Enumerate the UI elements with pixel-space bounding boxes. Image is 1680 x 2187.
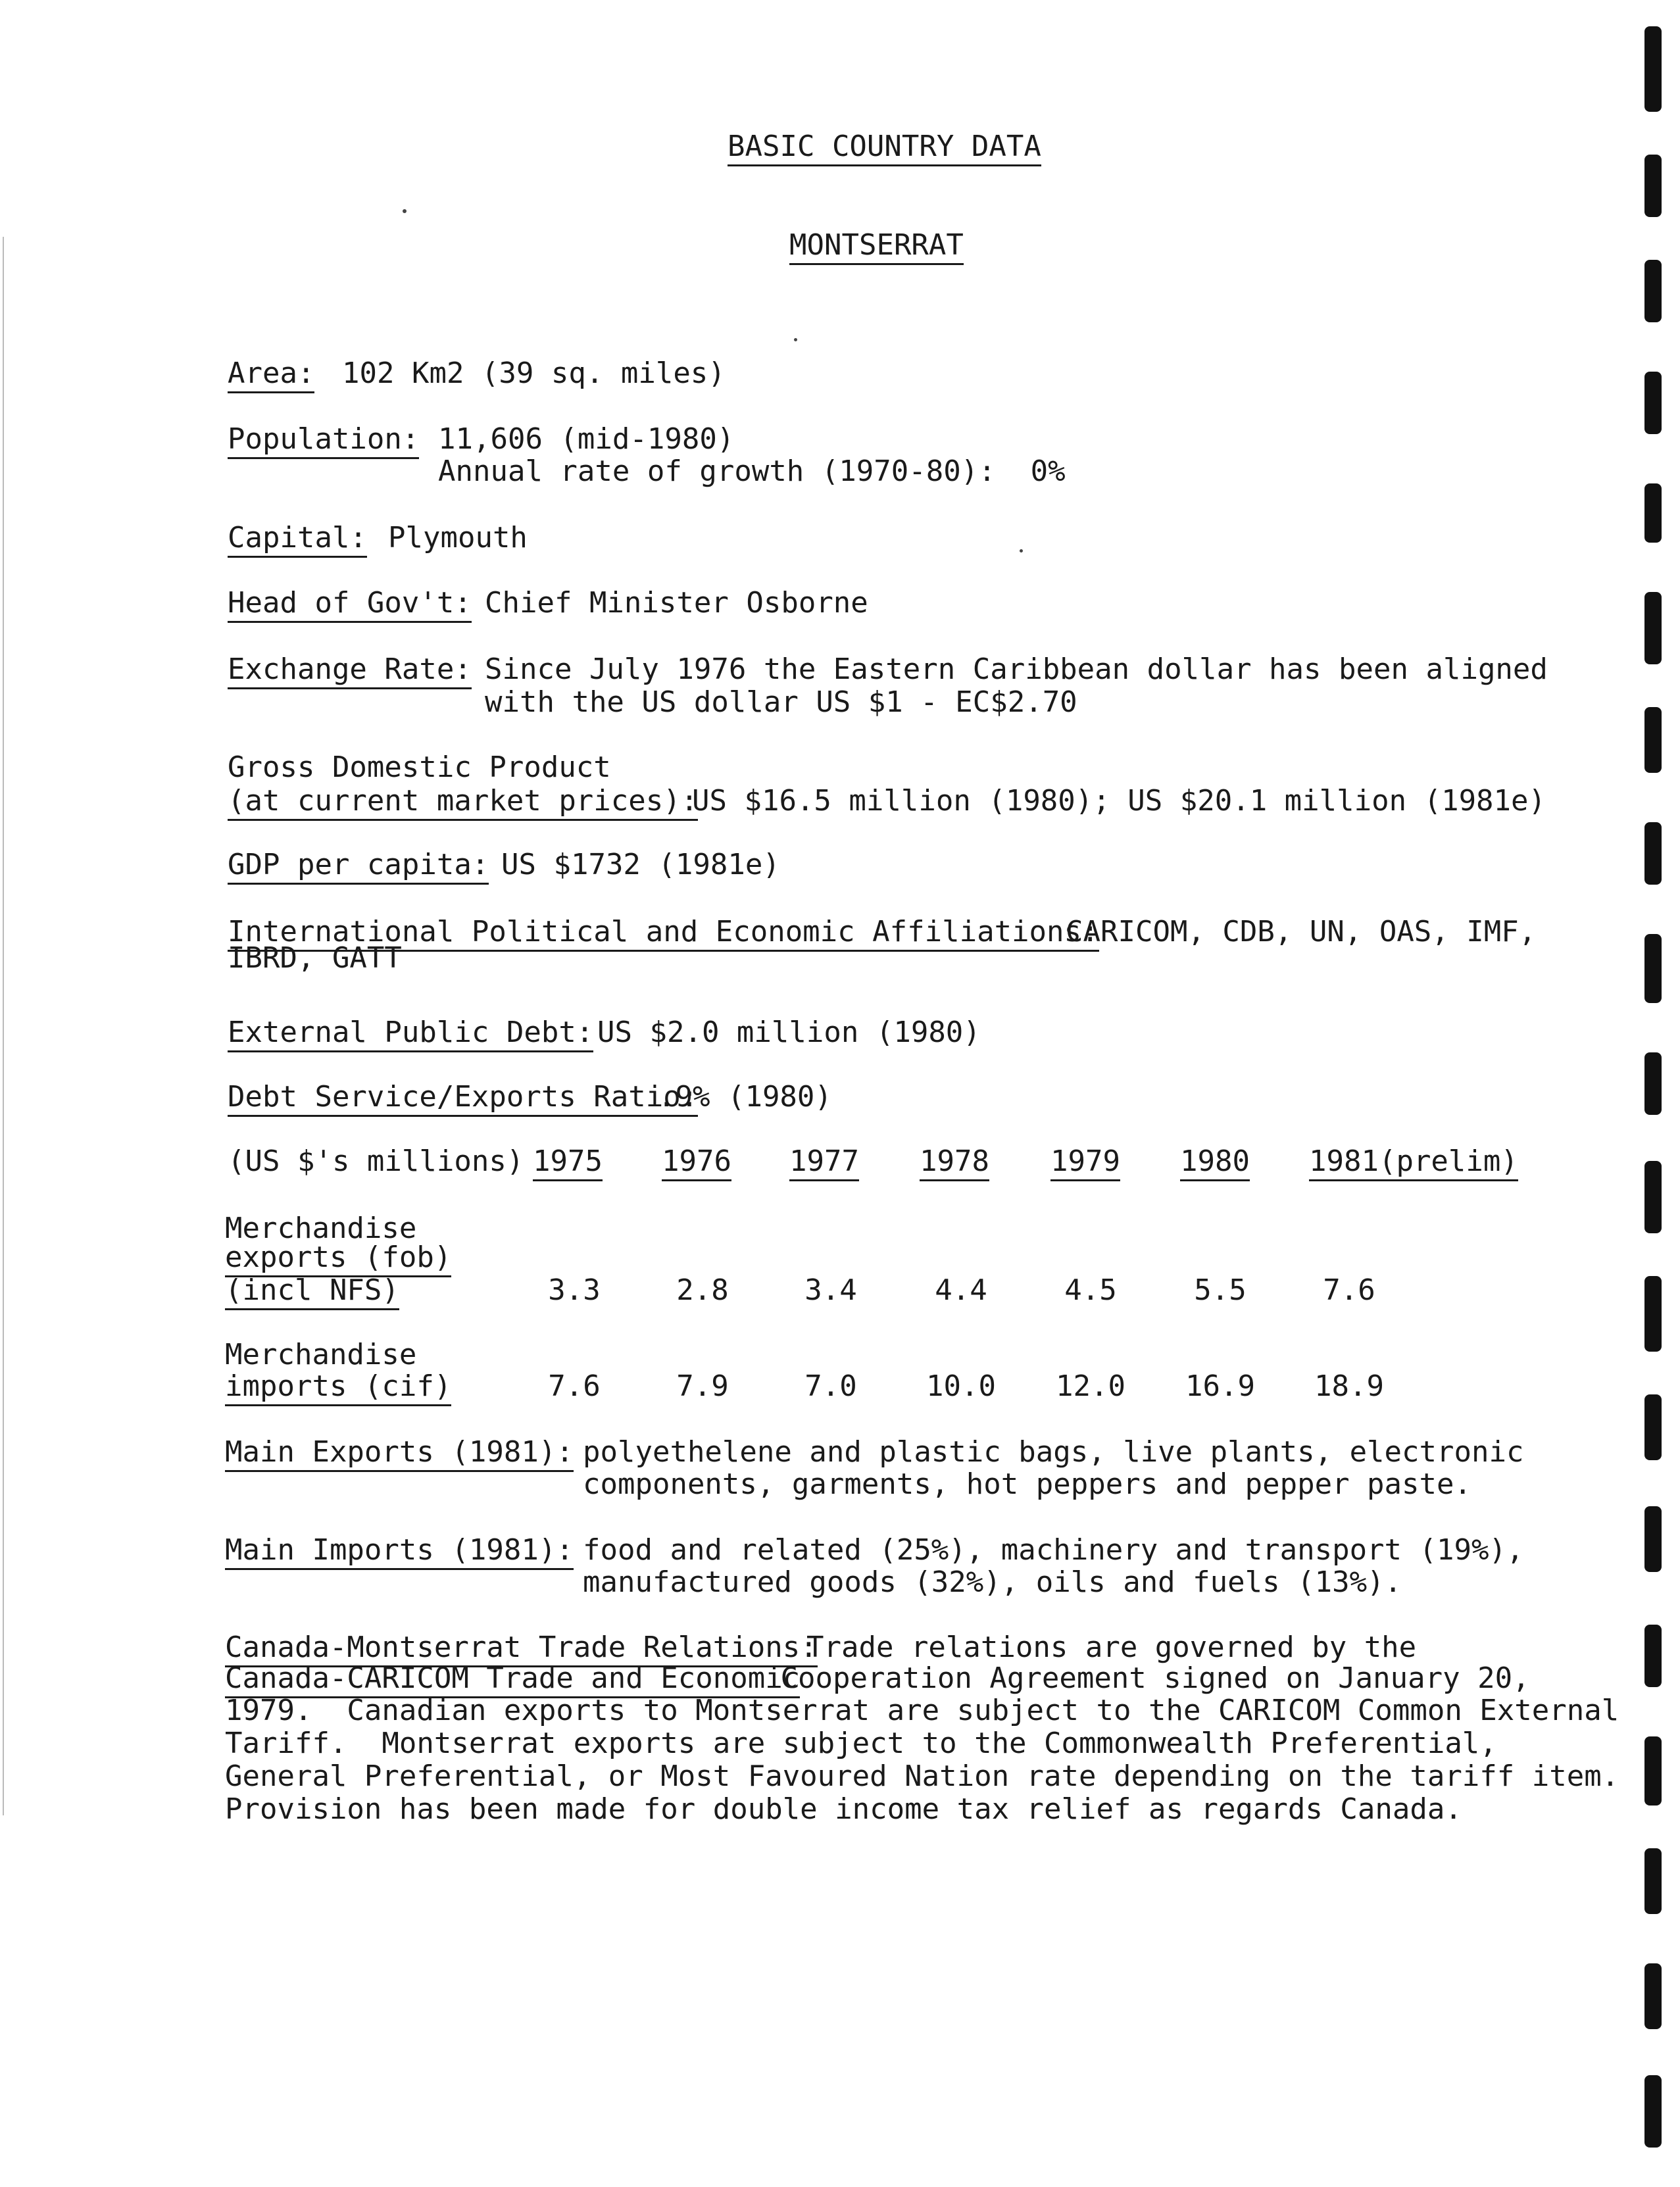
external-debt-label: External Public Debt:: [228, 1016, 593, 1052]
exports-row-label-line2: exports (fob): [225, 1241, 451, 1277]
exports-value: 4.5: [1064, 1273, 1117, 1307]
gdp-label-line2: (at current market prices):: [228, 785, 698, 821]
trade-relations-agreement-name: Canada-CARICOM Trade and Economic: [225, 1662, 800, 1698]
table-year-header: 1975: [533, 1145, 603, 1181]
imports-value: 10.0: [926, 1369, 996, 1403]
debt-ratio-label: Debt Service/Exports Ratio:: [228, 1081, 698, 1117]
exports-value: 4.4: [935, 1273, 987, 1307]
exports-value: 3.4: [804, 1273, 857, 1307]
scan-speck: [1020, 549, 1023, 553]
gdp-value: US $16.5 million (1980); US $20.1 million (1981e): [692, 784, 1546, 818]
binder-mark: [1644, 707, 1662, 773]
exchange-rate-line2: with the US dollar US $1 - EC$2.70: [485, 685, 1077, 719]
main-exports-line2: components, garments, hot peppers and pepper paste.: [583, 1467, 1472, 1501]
head-of-govt-label: Head of Gov't:: [228, 587, 472, 623]
trade-relations-line2: Cooperation Agreement signed on January 20,: [763, 1661, 1530, 1695]
exchange-rate-line1: Since July 1976 the Eastern Caribbean dollar has been aligned: [485, 652, 1548, 686]
main-imports-line1: food and related (25%), machinery and transport (19%),: [583, 1533, 1524, 1567]
population-label: Population:: [228, 423, 419, 459]
gdp-label-line1: Gross Domestic Product: [228, 750, 611, 784]
trade-relations-line5: General Preferential, or Most Favoured Nation rate depending on the tariff item.: [225, 1759, 1619, 1793]
trade-relations-label: Canada-Montserrat Trade Relations:: [225, 1631, 818, 1667]
imports-value: 7.0: [804, 1369, 857, 1403]
table-year-header: 1981(prelim): [1309, 1145, 1518, 1181]
capital-value: Plymouth: [388, 521, 528, 554]
debt-ratio-value: .9% (1980): [658, 1080, 832, 1114]
exports-value: 3.3: [548, 1273, 601, 1307]
exports-row-label-line3: (incl NFS): [225, 1274, 399, 1310]
exchange-rate-label: Exchange Rate:: [228, 653, 472, 689]
binder-mark: [1644, 2075, 1662, 2148]
main-exports-line1: polyethelene and plastic bags, live plants, electronic: [583, 1435, 1524, 1469]
exports-value: 5.5: [1194, 1273, 1247, 1307]
binder-mark: [1644, 1506, 1662, 1572]
affiliations-value-line2: IBRD, GATT: [228, 941, 402, 975]
area-label: Area:: [228, 357, 314, 393]
imports-value: 7.9: [676, 1369, 729, 1403]
external-debt-value: US $2.0 million (1980): [597, 1016, 981, 1049]
main-exports-label: Main Exports (1981):: [225, 1436, 574, 1472]
affiliations-value-line1: CARICOM, CDB, UN, OAS, IMF,: [1066, 915, 1537, 948]
binder-mark: [1644, 1736, 1662, 1806]
affiliations-label: International Political and Economic Affiliations:: [228, 916, 1099, 952]
imports-row-label-line1: Merchandise: [225, 1338, 417, 1371]
binder-mark: [1644, 26, 1662, 112]
table-year-header: 1980: [1180, 1145, 1250, 1181]
binder-mark: [1644, 372, 1662, 434]
trade-relations-line1: Trade relations are governed by the: [806, 1631, 1417, 1664]
trade-relations-line3: 1979. Canadian exports to Montserrat are subject to the CARICOM Common External: [225, 1694, 1619, 1727]
binder-mark: [1644, 1052, 1662, 1115]
binder-mark: [1644, 1394, 1662, 1460]
area-value: 102 Km2 (39 sq. miles): [342, 356, 726, 390]
imports-value: 16.9: [1185, 1369, 1255, 1403]
binder-mark: [1644, 1161, 1662, 1233]
binder-mark: [1644, 822, 1662, 885]
exports-value: 2.8: [676, 1273, 729, 1307]
binder-mark: [1644, 1848, 1662, 1914]
imports-value: 7.6: [548, 1369, 601, 1403]
population-growth: Annual rate of growth (1970-80): 0%: [438, 455, 1066, 488]
exports-value: 7.6: [1323, 1273, 1375, 1307]
table-year-header: 1978: [920, 1145, 989, 1181]
table-year-header: 1977: [789, 1145, 859, 1181]
main-imports-label: Main Imports (1981):: [225, 1534, 574, 1570]
exports-row-label-line1: Merchandise: [225, 1212, 417, 1245]
main-imports-line2: manufactured goods (32%), oils and fuels (13%).: [583, 1565, 1402, 1599]
trade-relations-line4: Tariff. Montserrat exports are subject to the Commonwealth Preferential,: [225, 1727, 1497, 1760]
binder-mark: [1644, 592, 1662, 664]
binder-mark: [1644, 934, 1662, 1003]
binder-mark: [1644, 1963, 1662, 2029]
table-year-header: 1979: [1050, 1145, 1120, 1181]
gdp-per-capita-value: US $1732 (1981e): [501, 848, 780, 881]
binder-mark: [1644, 155, 1662, 217]
table-year-header: 1976: [662, 1145, 731, 1181]
imports-row-label-line2: imports (cif): [225, 1370, 451, 1406]
scan-speck: [794, 338, 797, 341]
trade-relations-line6: Provision has been made for double income tax relief as regards Canada.: [225, 1792, 1462, 1826]
capital-label: Capital:: [228, 522, 367, 558]
head-of-govt-value: Chief Minister Osborne: [485, 586, 868, 620]
country-name: MONTSERRAT: [789, 229, 964, 265]
binder-mark: [1644, 1276, 1662, 1352]
imports-value: 18.9: [1314, 1369, 1384, 1403]
binder-mark: [1644, 260, 1662, 322]
binder-mark: [1644, 483, 1662, 543]
table-unit-label: (US $'s millions): [228, 1144, 524, 1178]
binder-mark: [1644, 1625, 1662, 1687]
scan-edge-line: [3, 237, 4, 1815]
gdp-per-capita-label: GDP per capita:: [228, 848, 489, 885]
scan-speck: [403, 209, 407, 213]
population-value: 11,606 (mid-1980): [438, 422, 735, 456]
document-title: BASIC COUNTRY DATA: [728, 130, 1041, 166]
imports-value: 12.0: [1056, 1369, 1125, 1403]
